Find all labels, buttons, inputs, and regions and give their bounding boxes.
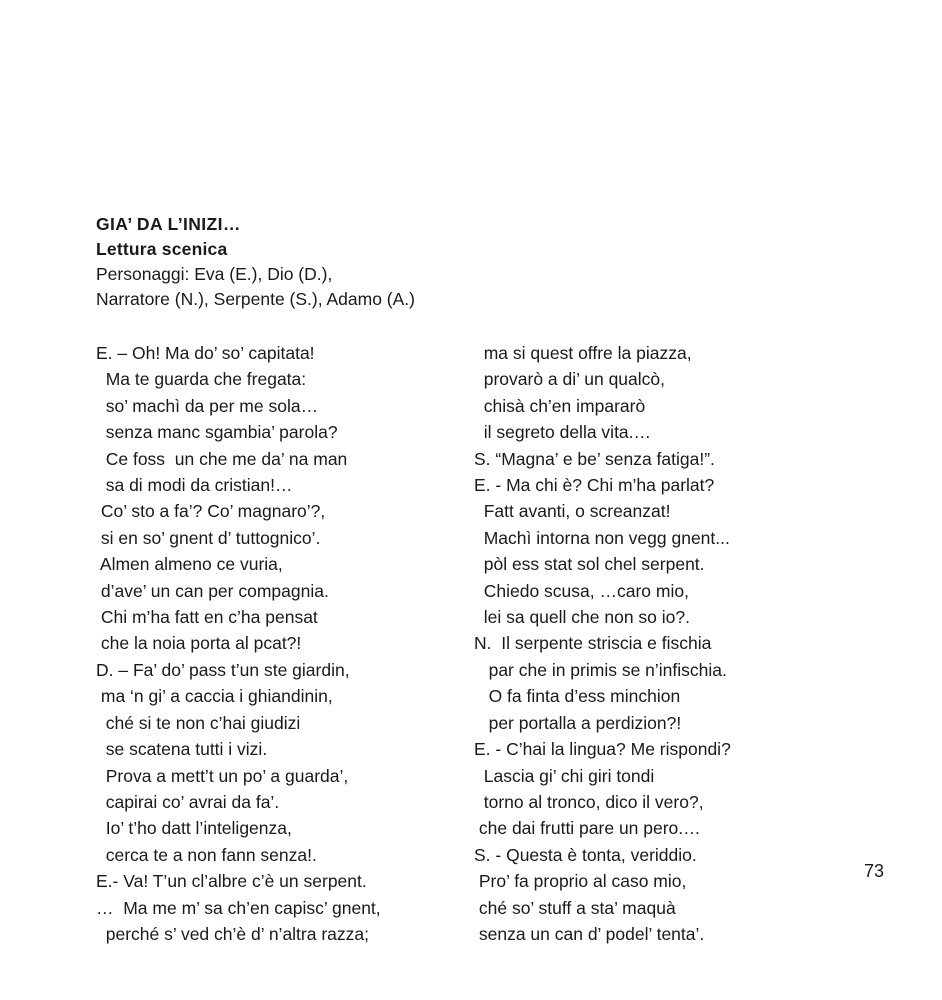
verse-line: E.- Va! T’un cl’albre c’è un serpent. [96,871,367,892]
verse-line: O fa finta d’ess minchion [474,686,681,707]
verse-line: senza un can d’ podel’ tenta’. [474,923,705,944]
verse-line: ché so’ stuff a sta’ maquà [474,897,676,918]
verse-line: che la noia porta al pcat?! [96,633,302,654]
verse-line: Chi m’ha fatt en c’ha pensat [96,607,318,628]
verse-line: Ce foss un che me da’ na man [96,448,348,469]
verse-line: provarò a di’ un qualcò, [474,369,665,390]
verse-line: cerca te a non fann senza!. [96,844,317,865]
verse-line: … Ma me m’ sa ch’en capisc’ gnent, [96,897,381,918]
verse-line: pòl ess stat sol chel serpent. [474,554,705,575]
verse-line: Machì intorna non vegg gnent... [474,527,730,548]
verse-line: E. - C’hai la lingua? Me rispondi? [474,739,731,760]
verse-line: Prova a mett’t un po’ a guarda’, [96,765,349,786]
verse-line: S. - Questa è tonta, veriddio. [474,844,697,865]
poem-header [96,212,716,312]
page-subtitle: Lettura scenica [96,239,228,259]
verse-line: N. Il serpente striscia e fischia [474,633,712,654]
verse-line: se scatena tutti i vizi. [96,739,268,760]
left-column [96,340,486,947]
verse-line: D. – Fa’ do’ pass t’un ste giardin, [96,659,350,680]
page-number: 73 [863,861,884,881]
verse-line: d’ave’ un can per compagnia. [96,580,329,601]
verse-line: perché s’ ved ch’è d’ n’altra razza; [96,923,370,944]
verse-line: Chiedo scusa, …caro mio, [474,580,689,601]
verse-line: ché si te non c’hai giudizi [96,712,301,733]
verse-line: Co’ sto a fa’? Co’ magnaro’?, [96,501,326,522]
verse-line: Ma te guarda che fregata: [96,369,307,390]
verse-line: capirai co’ avrai da fa’. [96,791,280,812]
verse-line: E. - Ma chi è? Chi m’ha parlat? [474,475,715,496]
verse-line: senza manc sgambia’ parola? [96,422,338,443]
page-title: GIA’ DA L’INIZI… [96,214,241,234]
verse-line: so’ machì da per me sola… [96,395,319,416]
verse-line: S. “Magna’ e be’ senza fatiga!”. [474,448,715,469]
verse-line: ma ‘n gi’ a caccia i ghiandinin, [96,686,333,707]
verse-line: Pro’ fa proprio al caso mio, [474,871,687,892]
verse-line: par che in primis se n’infischia. [474,659,727,680]
right-column [474,340,874,947]
cast-line-1: Personaggi: Eva (E.), Dio (D.), [96,264,333,284]
verse-line: il segreto della vita.… [474,422,652,443]
verse-line: per portalla a perdizion?! [474,712,682,733]
verse-line: Almen almeno ce vuria, [96,554,283,575]
verse-line: chisà ch’en impararò [474,395,646,416]
verse-line: E. – Oh! Ma do’ so’ capitata! [96,343,315,363]
verse-line: sa di modi da cristian!… [96,475,293,496]
cast-line-2: Narratore (N.), Serpente (S.), Adamo (A.) [96,289,415,309]
verse-line: lei sa quell che non so io?. [474,607,690,628]
verse-line: Io’ t’ho datt l’inteligenza, [96,818,292,839]
verse-line: torno al tronco, dico il vero?, [474,791,704,812]
verse-line: Lascia gi’ chi giri tondi [474,765,655,786]
verse-line: si en so’ gnent d’ tuttognico’. [96,527,321,548]
verse-line: Fatt avanti, o screanzat! [474,501,671,522]
verse-line: che dai frutti pare un pero.… [474,818,701,839]
verse-line: ma si quest offre la piazza, [474,343,692,363]
